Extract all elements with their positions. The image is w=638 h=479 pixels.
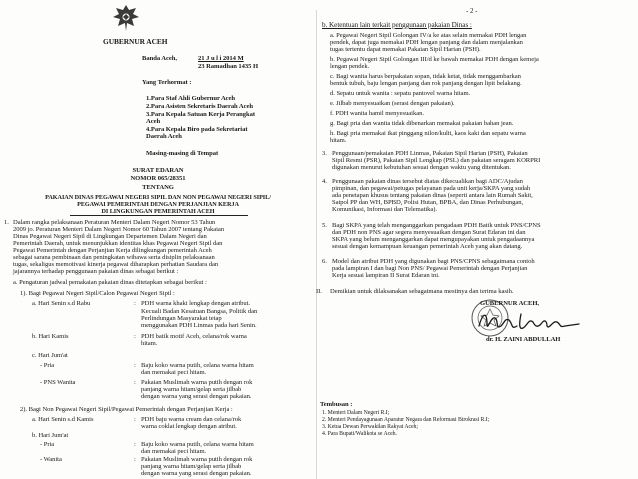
rule-line: bentuk tubuh, baju lengan panjang dan rok panjang dengan lipit belakang. <box>330 80 522 87</box>
rule-line: f. PDH wanita hamil menyesuaikan. <box>330 110 424 117</box>
schedule-value: dengan warna yang serasi dengan pakaian. <box>141 393 252 400</box>
date-hijri: 23 Ramadhan 1435 H <box>198 63 259 70</box>
paragraph-line: Pemerintah Daerah, untuk menunjukkan identitas khas Pegawai Negeri Sipil dan <box>13 240 223 247</box>
schedule-value: panjang warna hitam/gelap serta jilbab <box>141 463 242 470</box>
item-line: ada penetapan khusus tentang pakaian dinas (seperti antara lain Rumah Sakit, <box>332 192 533 199</box>
rule-line: tugas tertentu dapat memakai Pakaian Sipil Harian (PSH). <box>330 46 481 53</box>
schedule-value: dan memakai peci hitam. <box>141 369 207 376</box>
schedule-day: - Pria <box>40 362 55 369</box>
item-line: Penggunaan/pemakaian PDH Linmas, Pakaian Sipil Harian (PSH), Pakaian <box>332 150 528 157</box>
schedule-day: - Wanita <box>40 456 62 463</box>
recipients-place: Masing-masing di Tempat <box>146 150 219 157</box>
item-line: dan PDH non PNS agar segera menyesuaikan dengan Surat Edaran ini dan <box>332 229 526 236</box>
recipient-item: Daerah Aceh <box>146 133 182 140</box>
schedule-sep: : <box>134 379 136 386</box>
item-number: 4. <box>322 178 327 185</box>
schedule-value: menggunakan PDH Linmas pada hari Senin. <box>141 322 257 329</box>
schedule-value: Pakaian Muslimah warna putih dengan rok <box>141 379 253 386</box>
closing-text: Demikian untuk dilaksanakan sebagaimana mestinya dan terima kasih. <box>330 288 514 295</box>
letter-about: TENTANG <box>142 184 174 191</box>
item-line: Satpol PP dan WH, BPBD, Polisi Hutan, BPBA, dan Dinas Perhubungan, <box>332 199 524 206</box>
item-line: Bagi SKPA yang telah menganggarkan pengadaan PDH Batik untuk PNS/CPNS <box>332 222 541 229</box>
schedule-value: PDH baju warna cream dan celana/rok <box>141 416 242 423</box>
schedule-sep: : <box>134 333 136 340</box>
rule-line: d. Sepatu untuk wanita : sepatu pantovel warna hitam. <box>330 90 471 97</box>
item-line: digunakan menurut kebutuhan sesuai dengan waktu yang ditentukan. <box>332 164 511 171</box>
schedule-value: hitam. <box>141 340 158 347</box>
rule-line: h. Bagi pria memakai ikat pinggang nilon/kulit, kaos kaki dan sepatu warna <box>330 130 526 137</box>
schedule-sep: : <box>134 456 136 463</box>
schedule-day: a. Hari Senin s.d Kamis <box>32 416 94 423</box>
signature-name: dr. H. ZAINI ABDULLAH <box>486 336 561 343</box>
schedule-day: a. Hari Senin s.d Rabu <box>32 300 91 307</box>
item-number: 5. <box>322 222 327 229</box>
cc-item: 1. Menteri Dalam Negeri R.I; <box>322 410 390 416</box>
paragraph-line: Pegawai Pemerintah dengan Perjanjian Kerja dilingkungan pemerintah Aceh <box>13 247 212 254</box>
schedule-value: PDH batik motif Aceh, celana/rok warna <box>141 333 247 340</box>
rule-line: c. Bagi wanita harus berpakaian sopan, tidak ketat, tidak menggambarkan <box>330 73 521 80</box>
section-b-title: b. Ketentuan lain terkait penggunaan pakaian Dinas : <box>322 21 472 29</box>
schedule-day: b. Hari Jum'at <box>32 432 69 439</box>
schedule-sep: : <box>134 416 136 423</box>
schedule-sep: : <box>134 300 136 307</box>
closing-number: II. <box>316 288 322 295</box>
schedule-day: c. Hari Jum'at <box>32 352 68 359</box>
garuda-emblem-icon <box>110 2 142 34</box>
item-line: Model dan atribut PDH yang digunakan bagi PNS/CPNS sebagaimana contoh <box>332 258 535 265</box>
rule-line: e. Jilbab menyesuaikan (serasi dengan pakaian). <box>330 100 455 107</box>
paragraph-line: Dinas Pegawai Negeri Sipil di Lingkungan Departemen Dalam Negeri dan <box>13 233 207 240</box>
schedule-value: Baju koko warna putih, celana warna hitam <box>141 441 254 448</box>
letterhead <box>0 0 316 60</box>
rule-line: lengan pendek. <box>330 63 370 70</box>
cc-title: Tembusan : <box>320 401 353 408</box>
paragraph-number: 1. <box>4 219 9 226</box>
date-place: Banda Aceh, <box>142 55 177 62</box>
schedule-sep: : <box>134 362 136 369</box>
recipient-item: 2.Para Asisten Sekretaris Daerah Aceh <box>146 103 253 110</box>
schedule-value: PDH warna khaki lengkap dengan atribut. <box>141 300 251 307</box>
letter-number: NOMOR 065/28351 <box>130 175 186 182</box>
schedule-value: Pakaian Muslimah warna putih dengan rok <box>141 456 253 463</box>
section-title: 2). Bagi Non Pegawai Negeri Sipil/Pegawai Pemerintah dengan Perjanjian Kerja : <box>20 406 233 413</box>
schedule-value: dengan warna yang serasi dengan pakaian. <box>141 470 252 477</box>
item-line: pimpinan, dan pegawai/petugas pelayanan pada unit kerja/SKPA yang sudah <box>332 185 531 192</box>
recipient-item: 1.Para Staf Ahli Gubernur Aceh <box>146 95 236 102</box>
schedule-day: b. Hari Kamis <box>32 333 69 340</box>
rule-line: a. Pegawai Negeri Sipil Golongan IV/a ke atas selain memakai PDH lengan <box>330 32 527 39</box>
rule-line: hitam. <box>330 137 347 144</box>
item-line: Penggunaan pakaian dinas tersebut diatas dikecualikan bagi ADC/Ajudan <box>332 178 523 185</box>
rule-line: g. Bagi pria dan wanita tidak dibenarkan memakai pakaian bahan jean. <box>330 120 514 127</box>
recipient-item: 4.Para Kepala Biro pada Sekretariat <box>146 126 248 133</box>
paragraph-line: Dalam rangka pelaksanaan Peraturan Menteri Dalam Negeri Nomor 53 Tahun <box>13 219 216 226</box>
schedule-day: - PNS Wanita <box>40 379 76 386</box>
item-line: SKPA yang belum menganggarkan dapat mengupayakan untuk pengadaannya <box>332 236 535 243</box>
item-number: 6. <box>322 258 327 265</box>
item-number: 3. <box>322 150 327 157</box>
section-title: 1). Bagi Pegawai Negeri Sipil/Calon Pegawai Negeri Sipil : <box>20 290 175 297</box>
item-line: pada lampiran I dan bagi Non PNS/ Pegawai Pemerintah dengan Perjanjian <box>332 265 528 272</box>
rule-line: b. Pegawai Negeri Sipil Golongan III/d ke bawah memakai PDH dengan kemeja <box>330 56 539 63</box>
item-line: sesuai dengan kemampuan keuangan pemerintah Aceh yang akan datang. <box>332 243 523 250</box>
schedule-value: Baju koko warna putih, celana warna hitam <box>141 362 254 369</box>
paragraph-line: 2009 jo. Peraturan Menteri Dalam Negeri Nomor 60 Tahun 2007 tentang Pakaian <box>13 226 225 233</box>
recipient-item: 3.Para Kepala Satuan Kerja Perangkat <box>146 111 256 118</box>
recipient-item: Aceh <box>146 118 161 125</box>
subject-underline <box>70 215 248 216</box>
item-line: Kerja sesuai lampiran II Surat Edaran ini. <box>332 272 440 279</box>
date-masehi: 21 J u l i 2014 M <box>198 55 244 62</box>
letter-subject: PAKAIAN DINAS PEGAWAI NEGERI SIPIL DAN NON PEGAWAI NEGERI SIPIL/ <box>45 194 271 201</box>
rule-line: pendek, dapat juga memakai PDH lengan panjang dan dalam menjalankan <box>330 39 523 46</box>
cc-item: 3. Ketua Dewan Perwakilan Rakyat Aceh; <box>322 424 418 430</box>
page-divider <box>316 10 317 479</box>
schedule-day: - Pria <box>40 441 55 448</box>
cc-item: 4. Para Bupati/Walikota se Aceh. <box>322 431 397 437</box>
schedule-value: Perlindungan Masyarakat tetap <box>141 315 222 322</box>
paragraph-line: sebagai sarana pembinaan dan peningkatan wibawa serta disiplin pelaksanaan <box>13 254 215 261</box>
sub-heading: a. Pengaturan jadwal pemakaian pakaian dinas ditetapkan sebagai berikut : <box>13 279 207 286</box>
schedule-value: panjang warna hitam/gelap serta jilbab <box>141 386 242 393</box>
recipients-intro: Yang Terhormat : <box>142 79 192 86</box>
letterhead-title: GUBERNUR ACEH <box>103 37 168 46</box>
page-number: - 2 - <box>466 7 478 15</box>
letter-kind: SURAT EDARAN <box>132 167 184 174</box>
paragraph-line: jajarannya terhadap penggunaan pakaian dinas sebagai berikut : <box>13 268 179 275</box>
item-line: Sipil Resmi (PSR), Pakaian Sipil Lengkap (PSL) dan pakaian seragam KORPRI <box>332 157 541 164</box>
letter-subject: PEGAWAI PEMERINTAH DENGAN PERJANJIAN KERJA <box>77 201 239 208</box>
schedule-value: warna coklat lengkap dengan atribut. <box>141 423 237 430</box>
schedule-value: Kecuali Badan Kesatuan Bangsa, Politik dan <box>141 308 258 315</box>
cc-item: 2. Menteri Pendayagunaan Aparatur Negara dan Reformasi Birokrasi R.I; <box>322 417 490 423</box>
item-line: Komunikasi, Informasi dan Telematika). <box>332 206 438 213</box>
letter-subject: DI LINGKUNGAN PEMERINTAH ACEH <box>101 208 215 215</box>
schedule-sep: : <box>134 441 136 448</box>
schedule-value: dan memakai peci hitam. <box>141 448 207 455</box>
paragraph-line: tugas, sekaligus memotivasi kinerja pegawai diharapkan perhatian Saudara dan <box>13 261 219 268</box>
signature-title: GUBERNUR ACEH, <box>480 300 540 307</box>
signature-icon <box>475 306 585 338</box>
